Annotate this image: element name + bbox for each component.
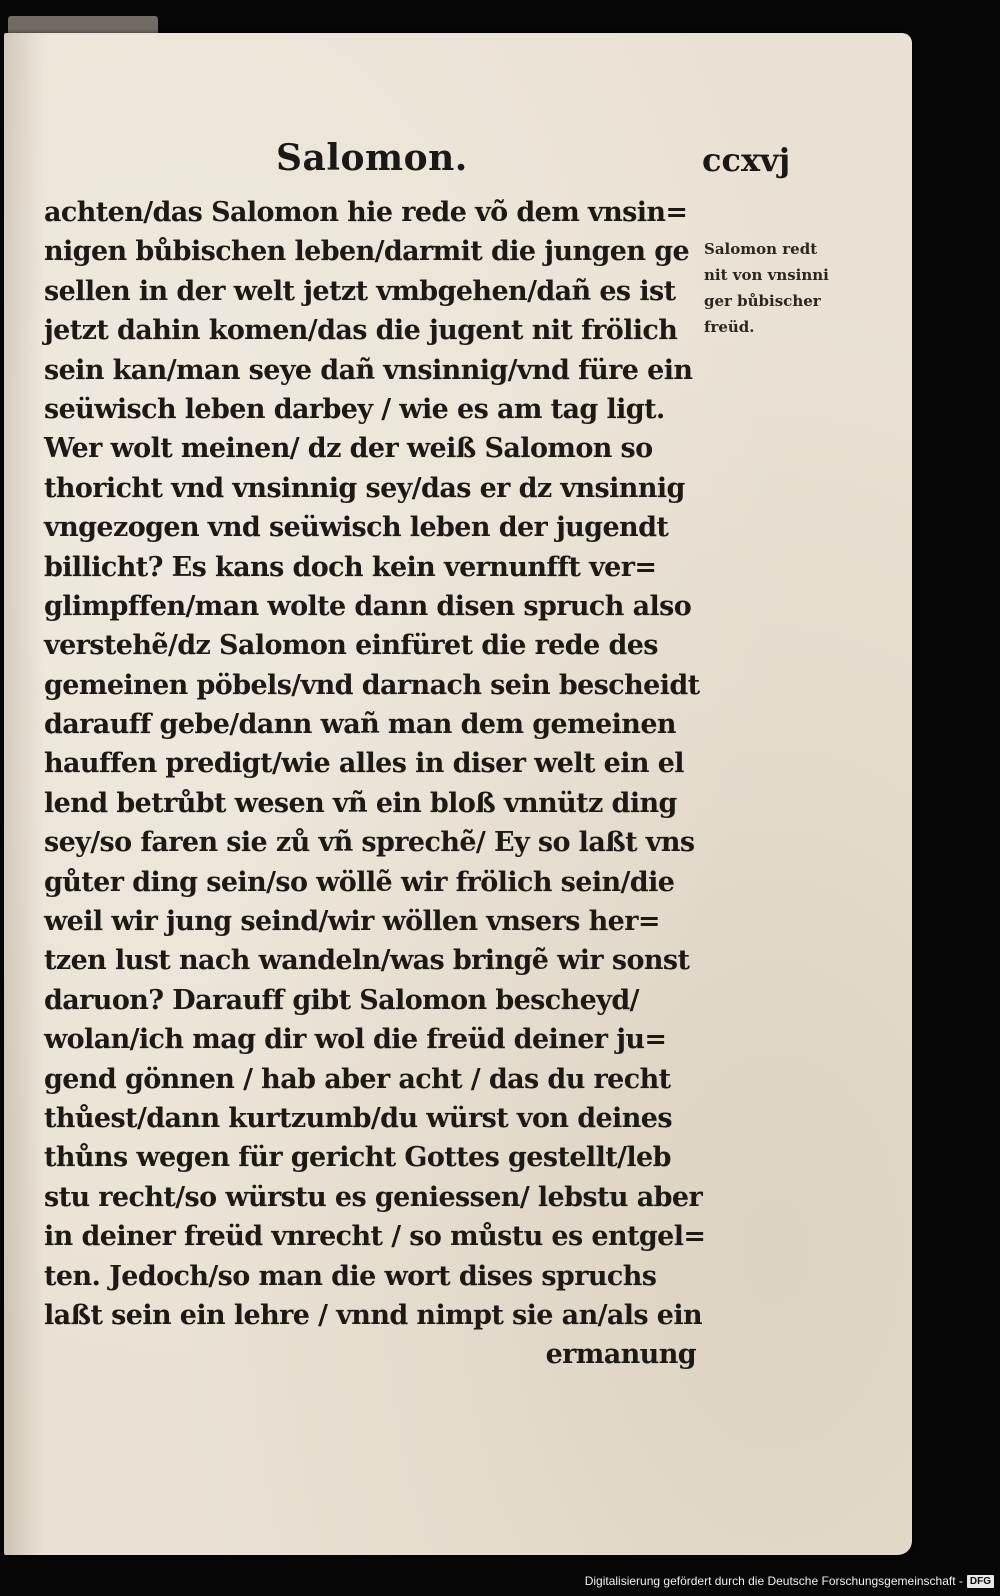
digitization-credit bbox=[585, 1570, 994, 1592]
text-line: nigen bůbischen leben/darmit die jungen ge bbox=[44, 236, 690, 268]
text-line: thůest/dann kurtzumb/du würst von deines bbox=[44, 1102, 672, 1134]
dfg-logo: DFG bbox=[967, 1575, 994, 1588]
text-line: thoricht vnd vnsinnig sey/das er dz vnsinnig bbox=[44, 472, 685, 504]
text-line: lend betrůbt wesen vñ ein bloß vnnütz ding bbox=[44, 787, 677, 819]
text-line: seüwisch leben darbey / wie es am tag ligt. bbox=[44, 393, 665, 425]
text-line: sein kan/man seye dañ vnsinnig/vnd füre ein bbox=[44, 354, 693, 386]
text-line: weil wir jung seind/wir wöllen vnsers her= bbox=[44, 906, 660, 938]
text-line: tzen lust nach wandeln/was bringẽ wir sonst bbox=[44, 945, 690, 977]
text-line: sellen in der welt jetzt vmbgehen/dañ es ist bbox=[44, 275, 676, 307]
text-line: jetzt dahin komen/das die jugent nit frölich bbox=[44, 315, 678, 347]
text-line: laßt sein ein lehre / vnnd nimpt sie an/als ein bbox=[44, 1299, 703, 1331]
gloss-line: ger bůbischer bbox=[704, 292, 821, 310]
credit-text: Digitalisierung gefördert durch die Deutsche Forschungsgemeinschaft - bbox=[584, 1574, 963, 1588]
text-line: darauff gebe/dann wañ man dem gemeinen bbox=[44, 709, 676, 741]
text-line: achten/das Salomon hie rede võ dem vnsin= bbox=[44, 197, 688, 228]
text-line: thůns wegen für gericht Gottes gestellt/leb bbox=[44, 1142, 671, 1174]
text-line: wolan/ich mag dir wol die freüd deiner ju= bbox=[44, 1024, 667, 1056]
text-line: billicht? Es kans doch kein vernunfft ver= bbox=[44, 551, 657, 583]
gloss-line: Salomon redt bbox=[704, 240, 818, 258]
text-line: stu recht/so würstu es geniessen/ lebstu aber bbox=[44, 1181, 703, 1213]
text-line: glimpffen/man wolte dann disen spruch also bbox=[44, 590, 692, 622]
gloss-line: freüd. bbox=[704, 318, 755, 336]
book-page bbox=[4, 33, 912, 1555]
text-line: in deiner freüd vnrecht / so můstu es entgel= bbox=[44, 1221, 706, 1253]
text-line: gemeinen pöbels/vnd darnach sein bescheidt bbox=[44, 669, 700, 701]
text-line: Wer wolt meinen/ dz der weiß Salomon so bbox=[44, 433, 653, 465]
text-line: ten. Jedoch/so man die wort dises spruchs bbox=[44, 1260, 657, 1292]
text-line: vngezogen vnd seüwisch leben der jugendt bbox=[44, 512, 669, 544]
main-text-block bbox=[44, 193, 704, 1375]
marginal-gloss bbox=[704, 236, 874, 340]
gloss-line: nit von vnsinni bbox=[704, 266, 829, 284]
text-line: verstehẽ/dz Salomon einfüret die rede des bbox=[44, 630, 658, 662]
text-line: gůter ding sein/so wöllẽ wir frölich sein/die bbox=[44, 866, 675, 898]
folio-number: ccxvj bbox=[702, 141, 791, 179]
text-line: sey/so faren sie zů vñ sprechẽ/ Ey so laßt vns bbox=[44, 827, 695, 859]
text-line: daruon? Darauff gibt Salomon bescheyd/ bbox=[44, 984, 639, 1016]
catchword: ermanung bbox=[545, 1339, 696, 1371]
text-line: hauffen predigt/wie alles in diser welt ein el bbox=[44, 748, 684, 780]
text-line: gend gönnen / hab aber acht / das du recht bbox=[44, 1063, 671, 1095]
running-head: Salomon. bbox=[276, 137, 468, 179]
